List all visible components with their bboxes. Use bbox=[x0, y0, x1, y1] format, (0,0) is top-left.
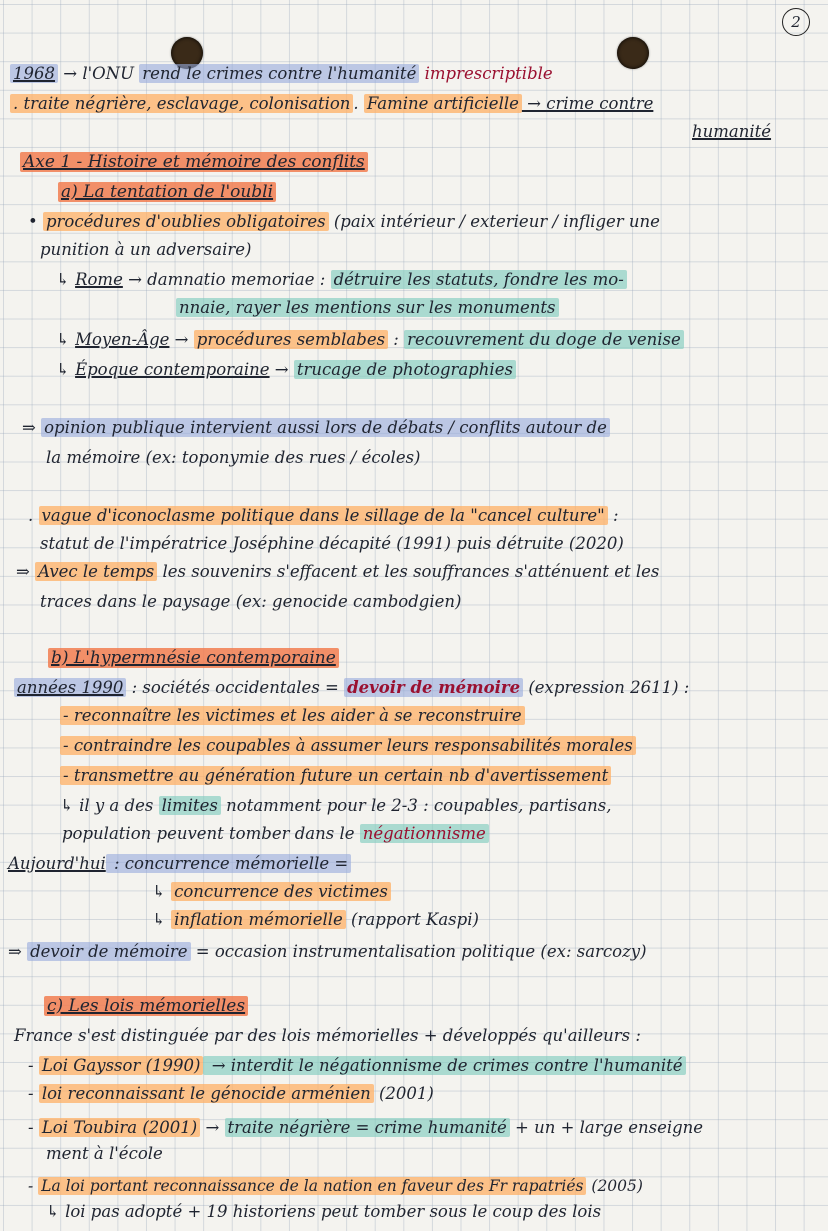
note-line: . vague d'iconoclasme politique dans le sillage de la "cancel culture" : bbox=[28, 506, 619, 525]
note-line: - Loi Toubira (2001) → traite négrière = crime humanité + un + large enseigne bbox=[28, 1118, 704, 1137]
section-c-title: c) Les lois mémorielles bbox=[44, 994, 248, 1018]
year-1968: 1968 bbox=[10, 64, 58, 83]
note-line: Aujourd'hui : concurrence mémorielle = bbox=[8, 852, 351, 876]
note-line: années 1990 : sociétés occidentales = devoir de mémoire (expression 2611) : bbox=[14, 676, 689, 700]
note-line: ⇒ opinion publique intervient aussi lors de débats / conflits autour de bbox=[22, 416, 610, 440]
note-line: - La loi portant reconnaissance de la nation en faveur des Fr rapatriés (2005) bbox=[28, 1177, 643, 1195]
note-line: humanité bbox=[692, 122, 772, 141]
note-line: - loi reconnaissant le génocide arménien (2001) bbox=[28, 1084, 434, 1103]
note-line: - reconnaître les victimes et les aider à se reconstruire bbox=[60, 704, 525, 728]
note-line: France s'est distinguée par des lois mémorielles + développés qu'ailleurs : bbox=[14, 1026, 641, 1045]
note-line: • procédures d'oublies obligatoires (paix intérieur / exterieur / infliger une bbox=[28, 212, 660, 231]
note-line: . traite négrière, esclavage, colonisation . Famine artificielle → crime contre bbox=[10, 92, 653, 116]
note-line: ↳ loi pas adopté + 19 historiens peut tomber sous le coup des lois bbox=[46, 1202, 602, 1221]
note-line: - transmettre au génération future un certain nb d'avertissement bbox=[60, 764, 611, 788]
note-line: population peuvent tomber dans le négationnisme bbox=[62, 822, 489, 846]
note-line: ment à l'école bbox=[46, 1144, 163, 1163]
note-line: ↳ inflation mémorielle (rapport Kaspi) bbox=[152, 910, 479, 929]
note-line: statut de l'impératrice Joséphine décapité (1991) puis détruite (2020) bbox=[40, 534, 624, 553]
note-line: - Loi Gayssor (1990) → interdit le négationnisme de crimes contre l'humanité bbox=[28, 1054, 686, 1078]
note-line: la mémoire (ex: toponymie des rues / écoles) bbox=[46, 448, 421, 467]
note-line: ↳ concurrence des victimes bbox=[152, 880, 391, 904]
note-line: ⇒ Avec le temps les souvenirs s'effacent et les souffrances s'atténuent et les bbox=[16, 562, 660, 581]
axis-title: Axe 1 - Histoire et mémoire des conflits bbox=[20, 150, 368, 174]
note-line: - contraindre les coupables à assumer leurs responsabilités morales bbox=[60, 734, 636, 758]
note-line: punition à un adversaire) bbox=[40, 240, 252, 259]
note-line: ↳ Rome → damnatio memoriae : détruire les statuts, fondre les mo- bbox=[56, 268, 627, 292]
note-line: nnaie, rayer les mentions sur les monuments bbox=[176, 296, 559, 320]
section-a-title: a) La tentation de l'oubli bbox=[58, 180, 276, 204]
page-number: 2 bbox=[782, 8, 810, 36]
note-line: 1968 → l'ONU rend le crimes contre l'humanité imprescriptible bbox=[10, 62, 553, 86]
binder-hole-right bbox=[617, 37, 649, 69]
note-line: traces dans le paysage (ex: genocide cambodgien) bbox=[40, 592, 462, 611]
note-line: ↳ Moyen-Âge → procédures semblabes : recouvrement du doge de venise bbox=[56, 328, 684, 352]
note-line: ↳ il y a des limites notamment pour le 2-3 : coupables, partisans, bbox=[60, 796, 612, 815]
note-line: ⇒ devoir de mémoire = occasion instrumentalisation politique (ex: sarcozy) bbox=[8, 942, 647, 961]
section-b-title: b) L'hypermnésie contemporaine bbox=[48, 646, 339, 670]
note-line: ↳ Époque contemporaine → trucage de photographies bbox=[56, 358, 516, 382]
